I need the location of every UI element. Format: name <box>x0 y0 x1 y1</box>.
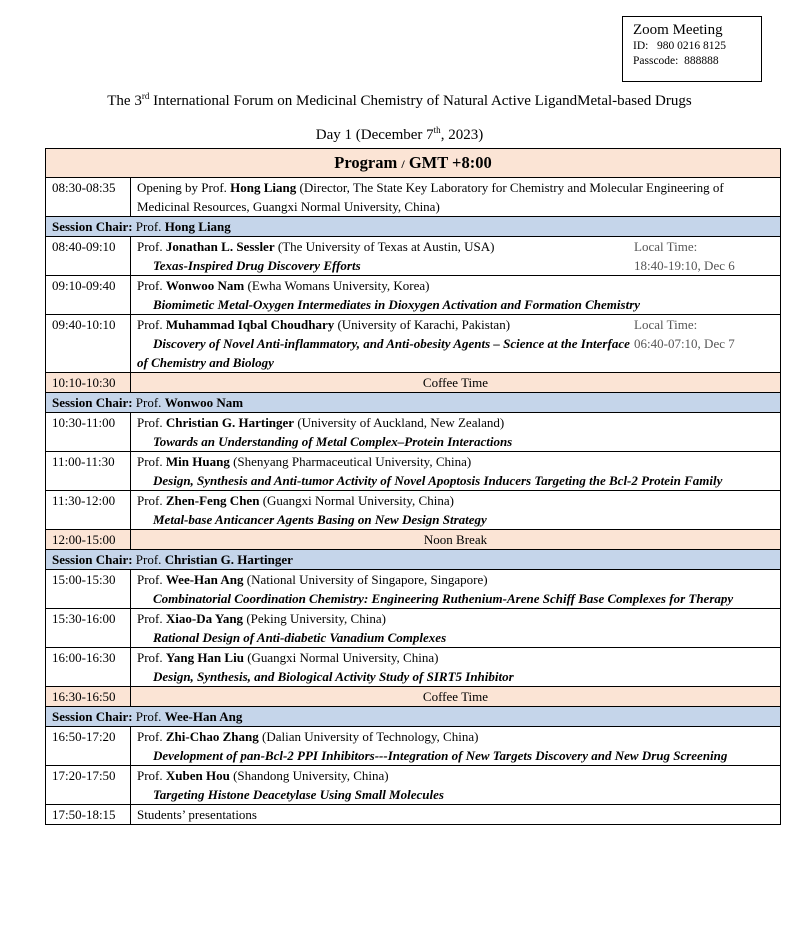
local-time-label: Local Time: <box>634 239 698 254</box>
talk-title: Design, Synthesis, and Biological Activity Study of SIRT5 Inhibitor <box>153 669 514 684</box>
speaker-name: Yang Han Liu <box>165 650 244 665</box>
talk-cell <box>131 452 781 491</box>
prof-prefix: Prof. <box>137 415 166 430</box>
talk-speaker <box>137 609 774 628</box>
speaker-affiliation: (The University of Texas at Austin, USA) <box>274 239 495 254</box>
prof-prefix: Prof. <box>137 278 166 293</box>
speaker-affiliation: (Guangxi Normal University, China) <box>243 650 439 665</box>
table-row <box>46 237 781 276</box>
chair-label: Session Chair: <box>52 709 133 724</box>
zoom-meeting-box <box>622 16 762 82</box>
speaker-name: Min Huang <box>165 454 230 469</box>
session-chair-cell <box>46 707 781 727</box>
speaker-affiliation: (Shenyang Pharmaceutical University, China) <box>229 454 472 469</box>
local-time-label: Local Time: <box>634 317 698 332</box>
talk-cell <box>131 609 781 648</box>
talk-speaker <box>137 648 774 667</box>
time-cell: 11:30-12:00 <box>46 491 131 530</box>
prof-prefix: Prof. <box>137 317 166 332</box>
program-header <box>46 149 781 178</box>
talk-title: Towards an Understanding of Metal Complex–Protein Interactions <box>153 434 513 449</box>
talk-cell <box>131 727 781 766</box>
local-time-value: 06:40-07:10, Dec 7 <box>634 336 735 351</box>
break-row <box>46 373 781 393</box>
chair-prefix: Prof. <box>132 219 165 234</box>
time-cell: 17:20-17:50 <box>46 766 131 805</box>
time-cell: 11:00-11:30 <box>46 452 131 491</box>
prof-prefix: Prof. <box>137 493 166 508</box>
talk-title: Metal-base Anticancer Agents Basing on New Design Strategy <box>153 512 487 527</box>
time-cell: 10:30-11:00 <box>46 413 131 452</box>
speaker-affiliation: (National University of Singapore, Singapore) <box>243 572 488 587</box>
chair-prefix: Prof. <box>132 552 165 567</box>
table-row <box>46 491 781 530</box>
session-chair-row <box>46 393 781 413</box>
zoom-passcode <box>633 54 761 69</box>
talk-title: Discovery of Novel Anti-inflammatory, and Anti-obesity Agents – Science at the Interface of Chemistry and Biology <box>137 336 630 370</box>
talk-speaker <box>137 570 774 589</box>
table-row <box>46 805 781 825</box>
day-part: , 2023) <box>440 127 484 143</box>
table-row <box>46 276 781 315</box>
talk-title: Combinatorial Coordination Chemistry: Engineering Ruthenium-Arene Schiff Base Complexes for Therapy <box>153 591 734 606</box>
chair-label: Session Chair: <box>52 395 133 410</box>
talk-title: Design, Synthesis and Anti-tumor Activity of Novel Apoptosis Inducers Targeting the Bcl-2 Protein Family <box>153 473 723 488</box>
speaker-affiliation: (University of Karachi, Pakistan) <box>334 317 511 332</box>
time-cell: 12:00-15:00 <box>46 530 131 550</box>
speaker-name: Hong Liang <box>230 180 297 195</box>
time-cell: 17:50-18:15 <box>46 805 131 825</box>
time-cell: 09:40-10:10 <box>46 315 131 373</box>
speaker-affiliation: (University of Auckland, New Zealand) <box>294 415 505 430</box>
talk-cell <box>131 648 781 687</box>
time-cell: 10:10-10:30 <box>46 373 131 393</box>
prof-prefix: Prof. <box>137 650 166 665</box>
table-row <box>46 609 781 648</box>
session-chair-row <box>46 217 781 237</box>
chair-prefix: Prof. <box>132 709 165 724</box>
program-header-row <box>46 149 781 178</box>
time-cell: 08:30-08:35 <box>46 178 131 217</box>
talk-cell <box>131 315 781 373</box>
chair-prefix: Prof. <box>132 395 165 410</box>
time-cell: 15:00-15:30 <box>46 570 131 609</box>
program-table <box>45 148 781 825</box>
local-time-value: 18:40-19:10, Dec 6 <box>634 258 735 273</box>
speaker-affiliation: (Peking University, China) <box>243 611 386 626</box>
header-slash: / <box>401 156 405 171</box>
zoom-id <box>633 39 761 54</box>
chair-name: Christian G. Hartinger <box>164 552 293 567</box>
time-cell: 15:30-16:00 <box>46 609 131 648</box>
speaker-name: Xuben Hou <box>165 768 230 783</box>
session-chair-row <box>46 550 781 570</box>
talk-title: Targeting Histone Deacetylase Using Small Molecules <box>153 787 444 802</box>
title-part: The 3 <box>107 93 142 109</box>
prof-prefix: Prof. <box>137 454 166 469</box>
talk-speaker <box>137 766 774 785</box>
header-program: Program <box>334 152 402 172</box>
prof-prefix: Prof. <box>137 239 166 254</box>
talk-title: Texas-Inspired Drug Discovery Efforts <box>153 258 361 273</box>
time-cell: 08:40-09:10 <box>46 237 131 276</box>
prof-prefix: Prof. <box>137 729 166 744</box>
opening-post: (Director, The State Key Laboratory for Chemistry and Molecular Engineering of Medicinal Resources, Guangxi Normal University, China) <box>137 180 724 214</box>
break-row <box>46 530 781 550</box>
zoom-passcode-label: Passcode: <box>633 55 679 67</box>
chair-name: Hong Liang <box>164 219 231 234</box>
talk-speaker <box>137 452 774 471</box>
day-part: Day 1 (December 7 <box>315 127 434 143</box>
time-cell: 16:50-17:20 <box>46 727 131 766</box>
prof-prefix: Prof. <box>137 768 166 783</box>
talk-speaker <box>137 727 774 746</box>
talk-speaker <box>137 491 774 510</box>
table-row <box>46 648 781 687</box>
speaker-name: Wee-Han Ang <box>165 572 244 587</box>
zoom-passcode-value: 888888 <box>684 55 719 67</box>
talk-cell <box>131 491 781 530</box>
talk-speaker <box>137 413 774 432</box>
session-chair-cell <box>46 550 781 570</box>
table-row <box>46 452 781 491</box>
zoom-id-value: 980 0216 8125 <box>656 40 726 52</box>
speaker-affiliation: (Guangxi Normal University, China) <box>259 493 454 508</box>
table-row <box>46 766 781 805</box>
speaker-name: Wonwoo Nam <box>165 278 245 293</box>
chair-label: Session Chair: <box>52 552 133 567</box>
zoom-title: Zoom Meeting <box>633 22 723 38</box>
title-sup: rd <box>141 91 150 101</box>
forum-title <box>0 93 799 110</box>
chair-label: Session Chair: <box>52 219 133 234</box>
table-row <box>46 315 781 373</box>
header-gmt: GMT +8:00 <box>404 152 492 172</box>
prof-prefix: Prof. <box>137 572 166 587</box>
talk-cell <box>131 237 781 276</box>
speaker-name: Zhen-Feng Chen <box>165 493 260 508</box>
table-row <box>46 178 781 217</box>
speaker-name: Zhi-Chao Zhang <box>165 729 259 744</box>
time-cell: 09:10-09:40 <box>46 276 131 315</box>
talk-cell <box>131 570 781 609</box>
prof-prefix: Prof. <box>137 611 166 626</box>
title-part: International Forum on Medicinal Chemistry of Natural Active LigandMetal-based Drugs <box>149 93 692 109</box>
day-sup: th <box>433 125 441 135</box>
table-row <box>46 413 781 452</box>
opening-pre: Opening by Prof. <box>137 180 231 195</box>
opening-cell <box>131 178 781 217</box>
day-heading <box>0 127 799 144</box>
chair-name: Wonwoo Nam <box>164 395 244 410</box>
zoom-id-label: ID: <box>633 40 649 52</box>
speaker-affiliation: (Dalian University of Technology, China) <box>258 729 479 744</box>
talk-title: Rational Design of Anti-diabetic Vanadium Complexes <box>153 630 447 645</box>
table-row <box>46 570 781 609</box>
speaker-affiliation: (Shandong University, China) <box>229 768 389 783</box>
talk-title: Development of pan-Bcl-2 PPI Inhibitors---Integration of New Targets Discovery and New Drug Screening <box>153 748 728 763</box>
talk-cell <box>131 766 781 805</box>
chair-name: Wee-Han Ang <box>164 709 243 724</box>
session-chair-cell <box>46 393 781 413</box>
break-label: Noon Break <box>131 530 781 550</box>
local-time <box>634 237 774 275</box>
speaker-affiliation: (Ewha Womans University, Korea) <box>244 278 430 293</box>
table-row <box>46 727 781 766</box>
break-row <box>46 687 781 707</box>
student-presentations: Students’ presentations <box>131 805 781 825</box>
speaker-name: Xiao-Da Yang <box>165 611 244 626</box>
session-chair-row <box>46 707 781 727</box>
session-chair-cell <box>46 217 781 237</box>
talk-speaker <box>137 276 774 295</box>
local-time <box>634 315 774 353</box>
speaker-name: Jonathan L. Sessler <box>165 239 275 254</box>
break-label: Coffee Time <box>131 687 781 707</box>
time-cell: 16:30-16:50 <box>46 687 131 707</box>
speaker-name: Christian G. Hartinger <box>165 415 295 430</box>
talk-cell <box>131 413 781 452</box>
talk-cell <box>131 276 781 315</box>
break-label: Coffee Time <box>131 373 781 393</box>
time-cell: 16:00-16:30 <box>46 648 131 687</box>
talk-title: Biomimetic Metal-Oxygen Intermediates in Dioxygen Activation and Formation Chemistry <box>153 297 641 312</box>
speaker-name: Muhammad Iqbal Choudhary <box>165 317 335 332</box>
